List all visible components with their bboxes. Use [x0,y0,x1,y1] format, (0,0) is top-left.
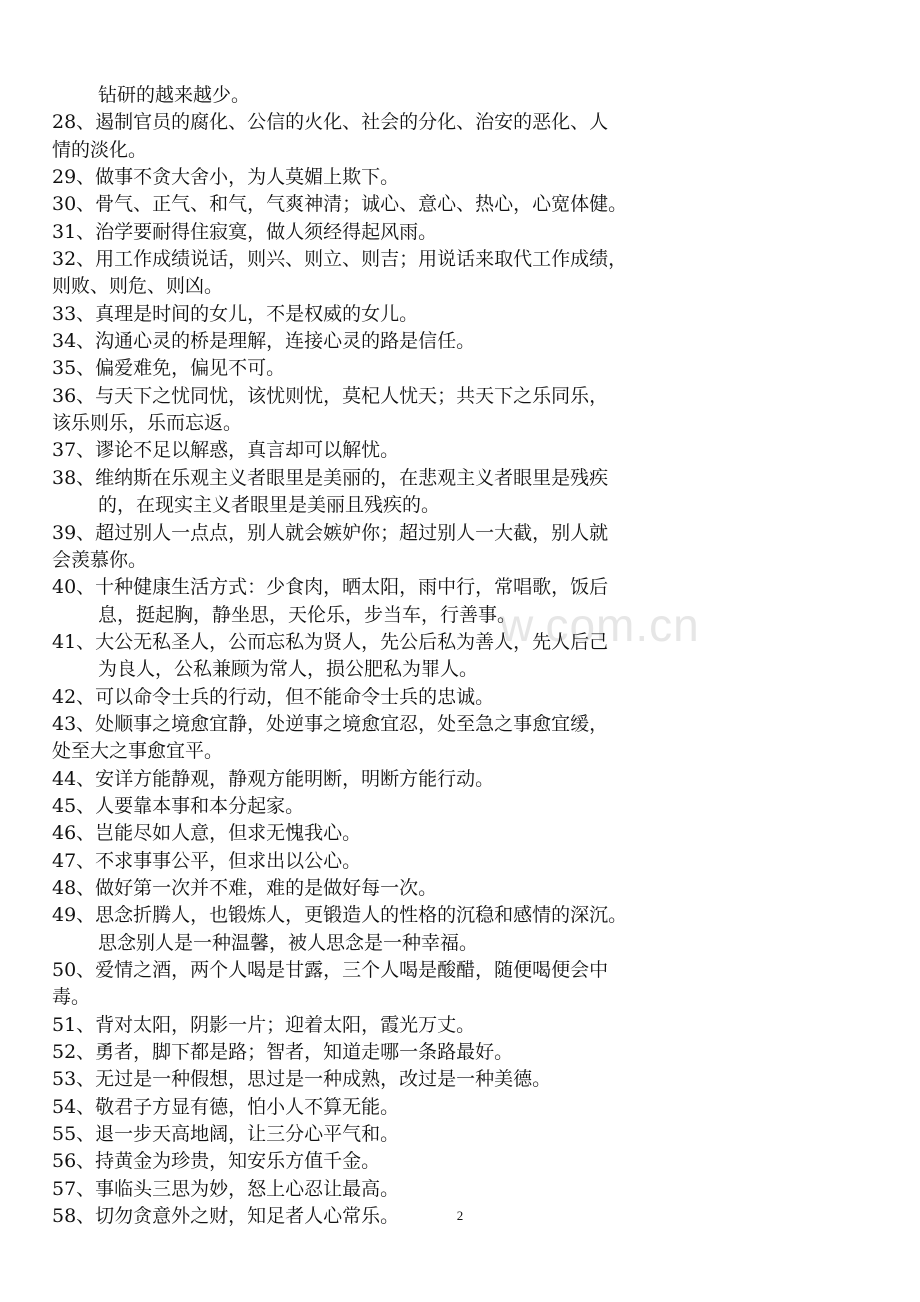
quote-entry [52,520,672,575]
quote-wrapped-line: 为良人，公私兼顾为常人，损公肥私为罪人。 [98,658,479,681]
quote-first-line: 54、敬君子方显有德，怕小人不算无能。 [52,1095,400,1118]
quote-entry [52,629,672,684]
quote-entry [52,355,672,382]
quote-entry [52,1012,672,1039]
quote-entry [52,301,672,328]
quote-entry [52,109,672,164]
quote-first-line: 37、谬论不足以解惑，真言却可以解忧。 [52,439,400,462]
quote-first-line: 51、背对太阳，阴影一片；迎着太阳，霞光万丈。 [52,1013,476,1036]
quote-entry [52,766,672,793]
quote-wrapped-line: 则败、则危、则凶。 [52,275,224,298]
quote-entry [52,875,672,902]
quote-first-line: 47、不求事事公平，但求出以公心。 [52,849,362,872]
quote-entry [52,465,672,520]
page-number: 2 [456,1208,464,1223]
quote-first-line: 57、事临头三思为妙，怒上心忍让最高。 [52,1177,400,1200]
quote-wrapped-line: 会羡慕你。 [52,548,148,571]
quote-first-line: 29、做事不贪大舍小，为人莫媚上欺下。 [52,166,400,189]
quote-first-line: 45、人要靠本事和本分起家。 [52,794,305,817]
quote-first-line: 28、遏制官员的腐化、公信的火化、社会的分化、治安的恶化、人 [52,111,609,134]
entries-container [52,109,672,1230]
quote-entry [52,793,672,820]
quote-wrapped-line: 情的淡化。 [52,138,148,161]
quote-first-line: 33、真理是时间的女儿，不是权威的女儿。 [52,302,419,325]
continued-line: 钻研的越来越少。 [98,84,251,106]
quote-entry [52,1121,672,1148]
quote-wrapped-line: 的，在现实主义者眼里是美丽且残疾的。 [98,494,441,517]
quote-first-line: 41、大公无私圣人，公而忘私为贤人，先公后私为善人，先人后己 [52,630,609,653]
quote-entry [52,711,672,766]
quote-first-line: 40、十种健康生活方式：少食肉，晒太阳，雨中行，常唱歌，饭后 [52,576,609,599]
quote-entry [52,191,672,218]
quote-first-line: 31、治学要耐得住寂寞，做人须经得起风雨。 [52,220,438,243]
quote-first-line: 48、做好第一次并不难，难的是做好每一次。 [52,876,438,899]
quote-entry [52,574,672,629]
quote-first-line: 46、岂能尽如人意，但求无愧我心。 [52,822,362,845]
quote-entry [52,1148,672,1175]
quote-entry [52,848,672,875]
quote-wrapped-line: 思念别人是一种温馨，被人思念是一种幸福。 [98,931,479,954]
quote-first-line: 49、思念折腾人，也锻炼人，更锻造人的性格的沉稳和感情的深沉。 [52,904,628,927]
quote-first-line: 38、维纳斯在乐观主义者眼里是美丽的，在悲观主义者眼里是残疾 [52,466,609,489]
quote-wrapped-line: 该乐则乐，乐而忘返。 [52,412,243,435]
quote-entry [52,684,672,711]
quote-wrapped-line: 处至大之事愈宜平。 [52,740,224,763]
quote-wrapped-line: 毒。 [52,986,91,1009]
quote-first-line: 34、沟通心灵的桥是理解，连接心灵的路是信任。 [52,330,476,353]
quote-entry [52,219,672,246]
quote-first-line: 32、用工作成绩说话，则兴、则立、则吉；用说话来取代工作成绩， [52,248,628,271]
watermark: w.com.cn [500,599,700,651]
quote-entry [52,957,672,1012]
quote-entry [52,1176,672,1203]
quote-wrapped-line: 息，挺起胸，静坐思，天伦乐，步当车，行善事。 [98,603,517,626]
quote-entry [52,1094,672,1121]
quote-entry [52,383,672,438]
quote-first-line: 55、退一步天高地阔，让三分心平气和。 [52,1123,400,1146]
quote-first-line: 58、切勿贪意外之财，知足者人心常乐。 [52,1205,400,1228]
quote-first-line: 56、持黄金为珍贵，知安乐方值千金。 [52,1150,381,1173]
quote-entry [52,328,672,355]
quote-entry [52,164,672,191]
quote-first-line: 43、处顺事之境愈宜静，处逆事之境愈宜忍，处至急之事愈宜缓， [52,712,609,735]
quote-first-line: 39、超过别人一点点，别人就会嫉妒你；超过别人一大截，别人就 [52,521,609,544]
quote-list [52,82,672,1230]
quote-first-line: 44、安详方能静观，静观方能明断，明断方能行动。 [52,767,495,790]
quote-first-line: 36、与天下之忧同忧，该忧则忧，莫杞人忧天；共天下之乐同乐， [52,384,609,407]
quote-first-line: 30、骨气、正气、和气，气爽神清；诚心、意心、热心，心宽体健。 [52,193,628,216]
quote-first-line: 52、勇者，脚下都是路；智者，知道走哪一条路最好。 [52,1041,514,1064]
quote-first-line: 50、爱情之酒，两个人喝是甘露，三个人喝是酸醋，随便喝便会中 [52,959,609,981]
quote-first-line: 35、偏爱难免，偏见不可。 [52,357,286,380]
quote-entry [52,1066,672,1093]
quote-entry [52,246,672,301]
quote-first-line: 42、可以命令士兵的行动，但不能命令士兵的忠诚。 [52,685,495,708]
quote-entry [52,902,672,957]
quote-entry [52,1203,672,1230]
quote-entry [52,437,672,464]
quote-entry [52,820,672,847]
quote-first-line: 53、无过是一种假想，思过是一种成熟，改过是一种美德。 [52,1068,552,1091]
quote-entry [52,1039,672,1066]
